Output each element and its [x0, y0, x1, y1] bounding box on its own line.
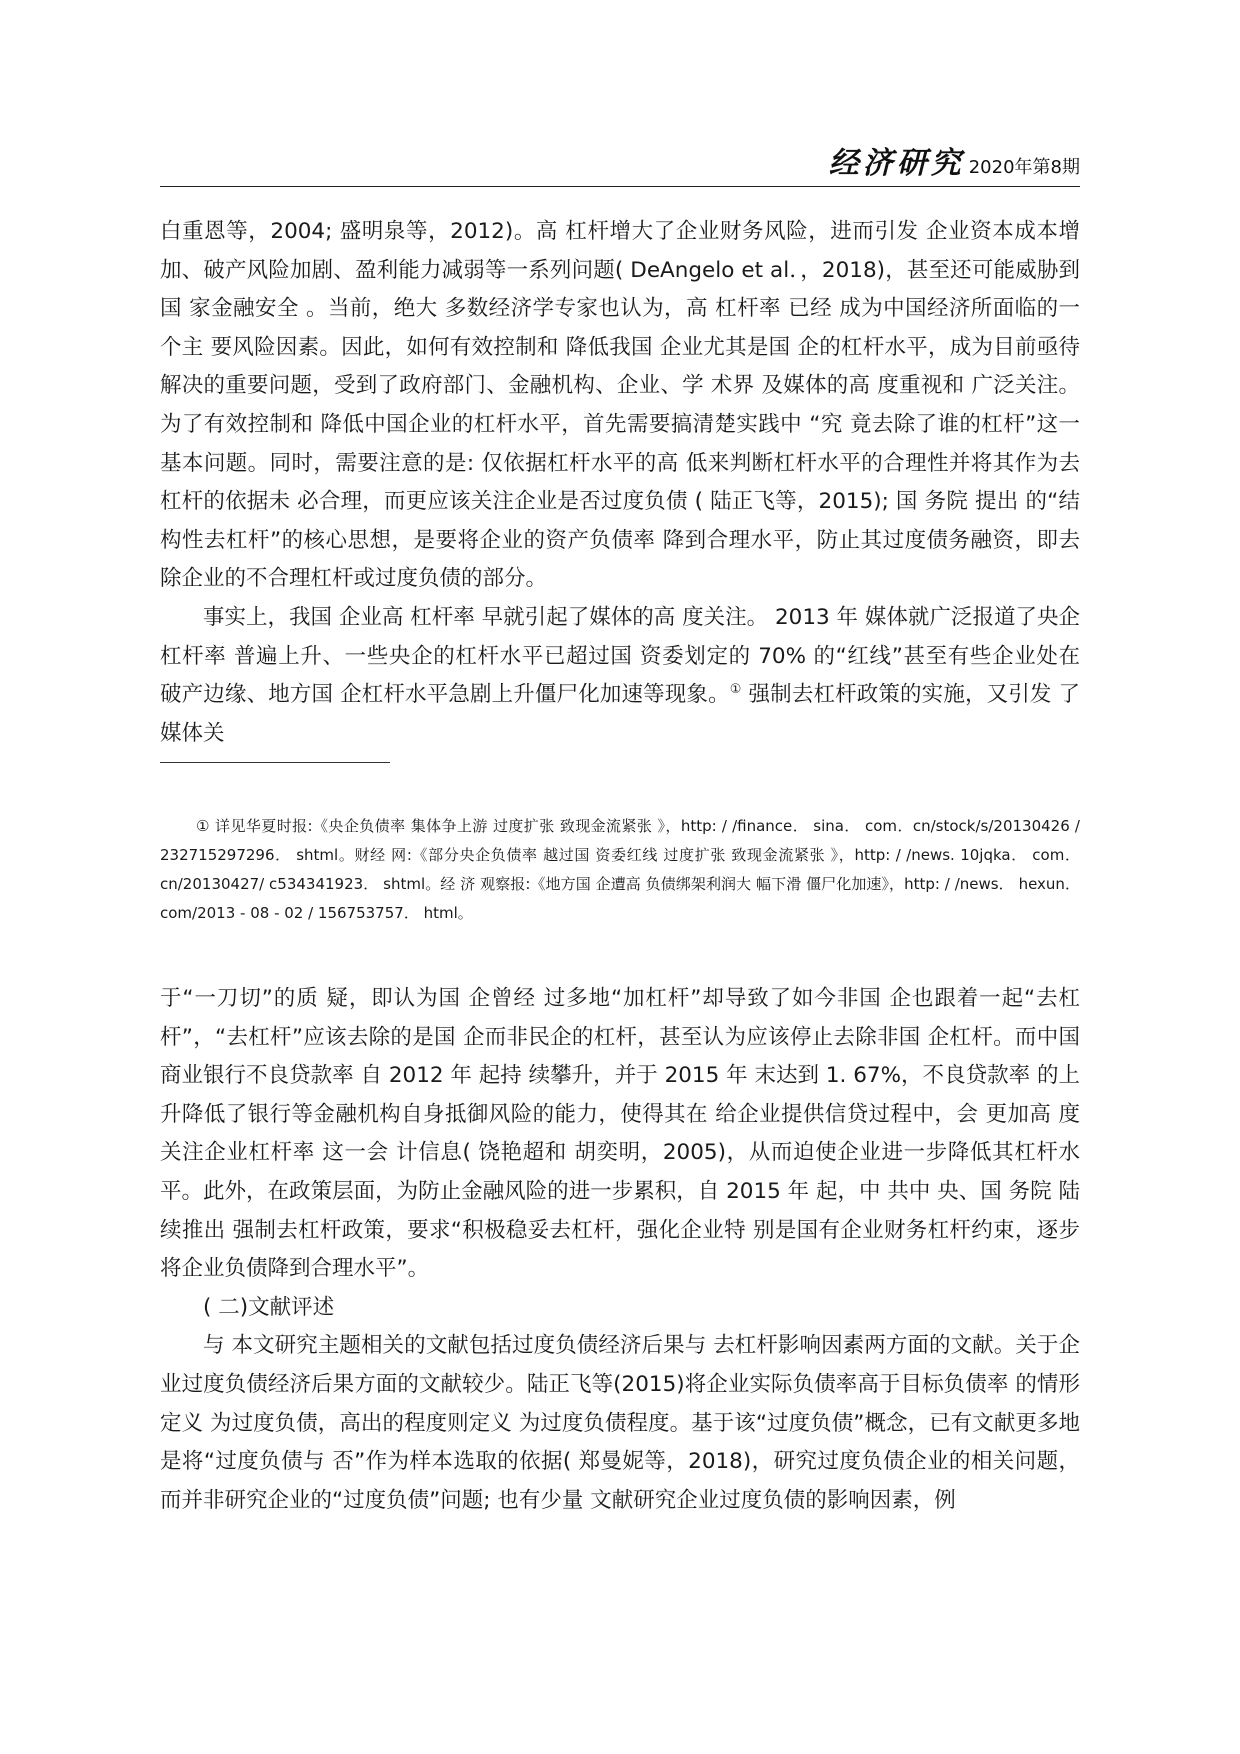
issue-label: 2020年第8期 — [968, 157, 1080, 178]
section-heading: ( 二)文献评述 — [203, 1294, 335, 1320]
paragraph-literature-review: 与 本文研究主题相关的文献包括过度负债经济后果与 去杠杆影响因素两方面的文献。关于企业过度负债经济后果方面的文献较少。陆正飞等(2015)将企业实际负债率高于目标负债率 的情形定义 为过度负债，高出的程度则定义 为过度负债程度。基于该“过度负债”概念，已有文献更多地是将“过度负债与 否”作为样本选取的依据( 郑曼妮等，2018)，研究过度负债企业的相关问题，而并非研究企业的“过度负债”问题; 也有少量 文献研究企业过度负债的影响因素，例 — [160, 1333, 1080, 1513]
paragraph-continued: 白重恩等，2004; 盛明泉等，2012)。高 杠杆增大了企业财务风险，进而引发 企业资本成本增加、破产风险加剧、盈利能力减弱等一系列问题( DeAngelo et al．，2018)，甚至还可能威胁到国 家金融安全 。当前，绝大 多数经济学专家也认为，高 杠杆率 已经 成为中国经济所面临的一个主 要风险因素。因此，如何有效控制和 降低我国 企业尤其是国 企的杠杆水平，成为目前亟待解决的重要问题，受到了政府部门、金融机构、企业、学 术界 及媒体的高 度重视和 广泛关注。为了有效控制和 降低中国企业的杠杆水平，首先需要搞清楚实践中 “究 竟去除了谁的杠杆”这一基本问题。同时，需要注意的是: 仅依据杠杆水平的高 低来判断杠杆水平的合理性并将其作为去杠杆的依据未 必合理，而更应该关注企业是否过度负债 ( 陆正飞等，2015); 国 务院 提出 的“结构性去杠杆”的核心思想，是要将企业的资产负债率 降到合理水平，防止其过度债务融资，即去除企业的不合理杠杆或过度负债的部分。 — [160, 219, 1080, 592]
footnote-text: ① 详见华夏时报:《央企负债率 集体争上游 过度扩张 致现金流紧张 》，http: / /finance． sina． com．cn/stock/s/20130426 / 232715297296． shtml。财经 网:《部分央企负债率 越过国 资委红线 过度扩张 致现金流紧张 》，http: / /news. 10jqka． com． cn/20130427/ c534341923． shtml。经 济 观察报:《地方国 企遭高 负债绑架利润大 幅下滑 僵尸化加速》，http: / /news． hexun． com/2013 - 08 - 02 / 156753757． html。 — [160, 817, 1080, 922]
paragraph-continued-2: 于“一刀切”的质 疑，即认为国 企曾经 过多地“加杠杆”却导致了如今非国 企也跟着一起“去杠杆”，“去杠杆”应该去除的是国 企而非民企的杠杆，甚至认为应该停止去除非国 企杠杆。而中国商业银行不良贷款率 自 2012 年 起持 续攀升，并于 2015 年 末达到 1. 67%，不良贷款率 的上升降低了银行等金融机构自身抵御风险的能力，使得其在 给企业提供信贷过程中，会 更加高 度关注企业杠杆率 这一会 计信息( 饶艳超和 胡奕明，2005)，从而迫使企业进一步降低其杠杆水平。此外，在政策层面，为防止金融风险的进一步累积，自 2015 年 起，中 共中 央、国 务院 陆续推出 强制去杠杆政策，要求“积极稳妥去杠杆，强化企业特 别是国有企业财务杠杆约束，逐步将企业负债降到合理水平”。 — [160, 986, 1080, 1282]
footnote-ref[interactable]: ① — [729, 681, 742, 697]
paragraph-media-attention — [160, 599, 1080, 753]
paragraph-text: 事实上，我国 企业高 杠杆率 早就引起了媒体的高 度关注。 2013 年 媒体就广泛报道了央企杠杆率 普遍上升、一些央企的杠杆水平已超过国 资委划定的 70% 的“红线”甚至有些企业处在 破产边缘、地方国 企杠杆水平急剧上升僵尸化加速等现象。 — [160, 604, 1080, 708]
footnote-divider — [160, 762, 390, 763]
footnote — [160, 812, 1080, 928]
body-text-top — [160, 213, 1080, 753]
paragraph-text-tail: 强制去杠杆政策的实施，又引发 了媒体关 — [160, 682, 1081, 746]
body-text-bottom — [160, 980, 1080, 1520]
running-header — [160, 146, 1080, 187]
journal-name: 经济研究 — [828, 146, 965, 181]
journal-masthead — [829, 138, 1080, 182]
